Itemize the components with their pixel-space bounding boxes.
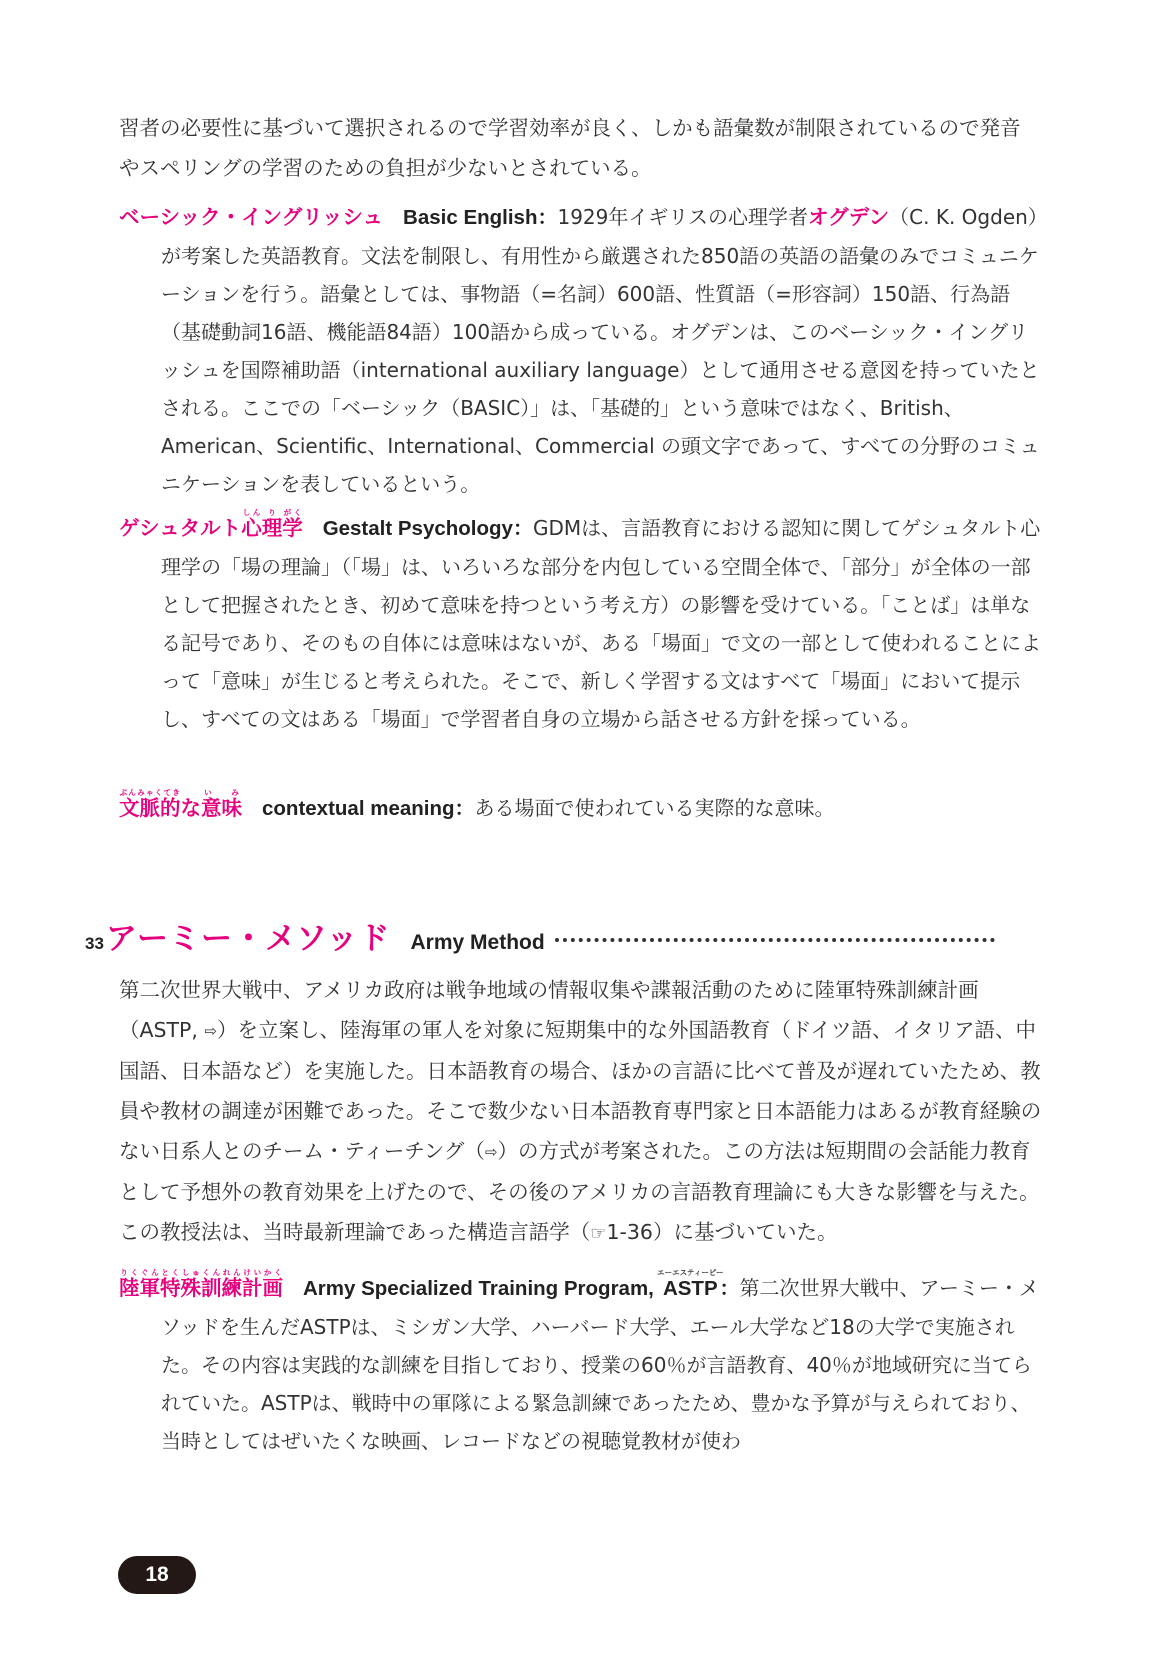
- ruby-term: [261, 508, 283, 540]
- ruby-base: 意味: [201, 796, 242, 820]
- term-astp-abbr: [657, 1268, 724, 1300]
- ruby-reading: がく: [282, 508, 303, 517]
- arrow-right-icon: ⇨: [204, 1022, 218, 1040]
- definition-part: 1929年イギリスの心理学者: [557, 205, 808, 229]
- term-astp-en: Army Specialized Training Program,: [303, 1277, 654, 1300]
- ruby-term: [119, 788, 181, 820]
- page-number-badge: [118, 1556, 196, 1594]
- entry-gestalt: [119, 508, 1044, 738]
- ruby-reading: い み: [201, 788, 242, 797]
- ruby-reading: り: [261, 508, 283, 517]
- arrow-right-icon: ⇨: [484, 1143, 498, 1161]
- section-title: アーミー・メソッド: [105, 921, 391, 957]
- term-basic-english-ja: ベーシック・イングリッシュ: [119, 205, 384, 229]
- entry-astp: [119, 1268, 1044, 1460]
- term-contextual-en: contextual meaning: [262, 797, 455, 820]
- section-body: [119, 970, 1044, 1254]
- person-name-ogden: オグデン: [807, 205, 890, 229]
- definition: 第二次世界大戦中、アーミー・メソッドを生んだASTPは、ミシガン大学、ハーバード大学、エール大学など18の大学で実施された。その内容は実践的な訓練を目指しており、授業の60％が言語教育、40％が地域研究に当てられていた。ASTPは、戦時中の軍隊による緊急訓練であったため、豊かな予算が与えられており、当時としてはぜいたくな映画、レコードなどの視聴覚教材が使わ: [161, 1276, 1039, 1453]
- term-basic-english-en: Basic English: [403, 206, 538, 229]
- ruby-base: ASTP: [657, 1277, 724, 1300]
- term-colon: ：: [454, 796, 475, 820]
- ruby-reading: りくぐんとくしゅくんれんけいかく: [119, 1268, 283, 1277]
- body-part: ）の方式が考案された。この方法は短期間の会話能力教育として予想外の教育効果を上げたので、その後のアメリカの言語教育理論にも大きな影響を与えた。この教授法は、当時最新理論であった構造言語学（: [119, 1139, 1040, 1244]
- ruby-base: 心: [241, 516, 262, 540]
- definition: ある場面で使われている実際的な意味。: [474, 796, 835, 820]
- term-particle: な: [180, 796, 201, 820]
- term-gestalt-ja: [119, 508, 303, 540]
- ruby-term: [282, 508, 303, 540]
- term-colon: ：: [512, 516, 533, 540]
- term-contextual-ja: [119, 788, 242, 820]
- term-gestalt-en: Gestalt Psychology: [322, 517, 513, 540]
- entry-text: [119, 508, 1044, 738]
- term-prefix: ゲシュタルト: [119, 516, 242, 540]
- entry-text: [119, 788, 1044, 828]
- ruby-base: 陸軍特殊訓練計画: [119, 1276, 283, 1300]
- ruby-reading: しん: [241, 508, 262, 517]
- intro-paragraph: 習者の必要性に基づいて選択されるので学習効率が良く、しかも語彙数が制限されているので発音やスペリングの学習のための負担が少ないとされている。: [119, 116, 1021, 180]
- ruby-reading: エーエスティーピー: [657, 1268, 724, 1277]
- section-number: 33: [85, 934, 104, 953]
- entry-text: [119, 1268, 1044, 1460]
- body-part: ）を立案し、陸海軍の軍人を対象に短期集中的な外国語教育（ドイツ語、イタリア語、中国語、日本語など）を実施した。日本語教育の場合、ほかの言語に比べて普及が遅れていたため、教員や教材の調達が困難であった。そこで数少ない日本語教育専門家と日本語能力はあるが教育経験のない日系人とのチーム・ティーチング（: [119, 1018, 1042, 1163]
- body-part: ）に基づいていた。: [652, 1220, 838, 1244]
- definition: GDMは、言語教育における認知に関してゲシュタルト心理学の「場の理論」（「場」は、いろいろな部分を内包している空間全体で、「部分」が全体の一部として把握されたとき、初めて意味を持つという考え方）の影響を受けている。「ことば」は単なる記号であり、そのもの自体には意味はないが、ある「場面」で文の一部として使われることによって「意味」が生じると考えられた。そこで、新しく学習する文はすべて「場面」において提示し、すべての文はある「場面」で学習者自身の立場から話させる方針を採っている。: [161, 516, 1041, 731]
- term-colon: ：: [537, 205, 558, 229]
- term-astp-ja: [119, 1268, 283, 1300]
- body-part: 第二次世界大戦中、アメリカ政府は戦争地域の情報収集や諜報活動のために陸軍特殊訓練計画（ASTP,: [119, 978, 979, 1042]
- page-number: 18: [145, 1563, 169, 1586]
- entry-text: [119, 198, 1044, 503]
- definition-part: （C. K. Ogden）が考案した英語教育。文法を制限し、有用性から厳選された850語の英語の語彙のみでコミュニケーションを行う。語彙としては、事物語（=名詞）600語、性質語（=形容詞）150語、行為語（基礎動詞16語、機能語84語）100語から成っている。オグデンは、このベーシック・イングリッシュを国際補助語（international auxiliary language）として通用させる意図を持っていたとされる。ここでの「ベーシック（BASIC）」は、「基礎的」という意味ではなく、British、American、Scientific、International、Commercial の頭文字であって、すべての分野のコミュニケーションを表しているという。: [161, 205, 1040, 496]
- ruby-term: [241, 508, 262, 540]
- ruby-base: 理: [261, 516, 283, 540]
- entry-basic-english: [119, 198, 1044, 503]
- dotted-leader: [555, 938, 995, 942]
- entry-contextual-meaning: [119, 788, 1044, 828]
- ruby-term: [201, 788, 242, 820]
- ruby-base: 文脈的: [119, 796, 181, 820]
- ruby-base: 学: [282, 516, 303, 540]
- section-heading: [85, 913, 1045, 963]
- section-title-en: Army Method: [410, 931, 545, 954]
- ruby-reading: ぶんみゃくてき: [119, 788, 181, 797]
- cross-reference: 1-36: [606, 1220, 653, 1244]
- term-colon: ：: [719, 1276, 740, 1300]
- pointing-hand-icon: ☞: [590, 1223, 607, 1244]
